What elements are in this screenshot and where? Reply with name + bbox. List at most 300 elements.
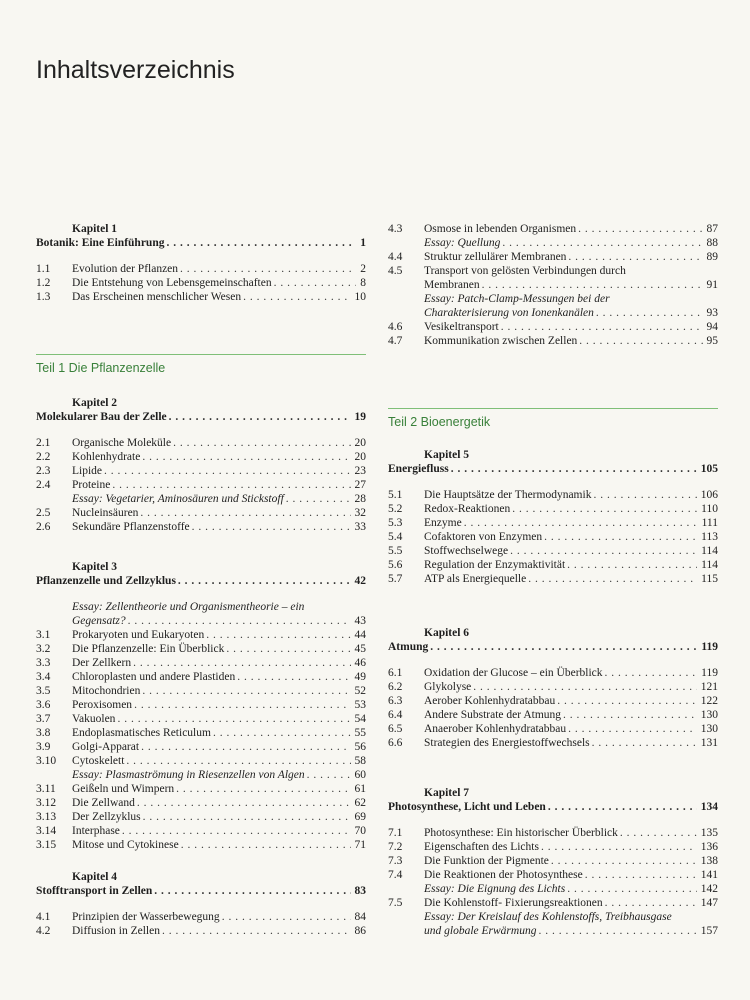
dot-leader [576,222,702,237]
entry-title: Prokaryoten und Eukaryoten [72,629,205,641]
dot-leader [160,924,351,939]
entry-page: 19 [354,411,366,423]
entry-page: 106 [700,489,718,501]
entry-page: 141 [700,869,718,881]
dot-leader [120,824,351,839]
entry-title: Kohlenhydrate [72,451,141,463]
entry-page: 115 [701,573,718,585]
entry-number: 7.2 [388,841,403,853]
entry-page: 130 [700,723,718,735]
dot-leader [140,684,350,699]
entry-title: Cytoskelett [72,755,125,767]
entry-page: 136 [700,841,718,853]
entry-page: 91 [706,279,718,291]
entry-number: 5.5 [388,545,403,557]
entry-number: 3.7 [36,713,51,725]
toc-entry [36,450,366,465]
entry-title: Regulation der Enzymaktivität [424,559,566,571]
entry-title: Stofftransport in Zellen [36,885,153,897]
toc-entry [36,754,366,769]
entry-page: 8 [360,277,366,289]
dot-leader [471,680,696,695]
entry-page: 20 [354,451,366,463]
dot-leader [561,708,697,723]
toc-entry [36,726,366,741]
entry-number: 3.11 [36,783,56,795]
toc-entry [388,278,718,293]
entry-page: 88 [706,237,718,249]
entry-title: Lipide [72,465,103,477]
toc-entry [388,694,718,709]
chapter-label [388,626,718,641]
dot-leader [618,826,697,841]
entry-page: 43 [354,615,366,627]
page-title: Inhaltsverzeichnis [36,56,235,84]
toc-entry [388,222,718,237]
entry-number: 6.1 [388,667,403,679]
entry-title: Das Erscheinen menschlicher Wesen [72,291,242,303]
chapter-title [388,462,718,477]
entry-title: Membranen [424,279,480,291]
entry-title: Vesikeltransport [424,321,499,333]
entry-title: Essay: Zellentheorie und Organismentheorie – ein [72,601,305,613]
toc-entry [36,642,366,657]
entry-number: 1.2 [36,277,51,289]
chapter-label [36,560,366,575]
entry-page: 10 [354,291,366,303]
entry-number: 3.15 [36,839,57,851]
entry-number: 1.3 [36,291,51,303]
entry-number: 6.5 [388,723,403,735]
entry-title: Stoffwechselwege [424,545,509,557]
entry-title: Essay: Plasmaströmung in Riesenzellen von Algen [72,769,305,781]
entry-page: 49 [354,671,366,683]
entry-page: 84 [354,911,366,923]
entry-page: 44 [354,629,366,641]
toc-entry [36,684,366,699]
entry-number: 2.5 [36,507,51,519]
dot-leader [594,306,703,321]
entry-title: Gegensatz? [72,615,126,627]
entry-page: 71 [354,839,366,851]
entry-number: 7.5 [388,897,403,909]
entry-title: Kapitel 2 [72,397,118,409]
dot-leader [179,838,351,853]
entry-title: Mitose und Cytokinese [72,839,179,851]
chapter-label [36,222,366,237]
entry-title: Botanik: Eine Einführung [36,237,165,249]
toc-entry [388,334,718,349]
dot-leader [176,574,351,589]
entry-page: 70 [354,825,366,837]
chapter-title [36,236,366,251]
toc-entry [36,436,366,451]
dot-leader [140,450,350,465]
part-heading: Teil 1 Die Pflanzenzelle [36,354,366,375]
entry-title: Essay: Quellung [424,237,501,249]
entry-number: 5.1 [388,489,403,501]
entry-number: 3.12 [36,797,57,809]
entry-title: und globale Erwärmung [424,925,537,937]
dot-leader [583,868,697,883]
dot-leader [542,530,697,545]
toc-entry [388,572,718,587]
dot-leader [591,488,696,503]
entry-number: 3.8 [36,727,51,739]
essay-line [388,910,718,925]
entry-page: 142 [700,883,718,895]
essay-line [36,614,366,629]
entry-number: 5.6 [388,559,403,571]
entry-title: Interphase [72,825,120,837]
toc-entry [36,520,366,535]
entry-page: 147 [700,897,718,909]
toc-entry [388,854,718,869]
entry-number: 7.3 [388,855,403,867]
dot-leader [115,712,350,727]
dot-leader [549,854,697,869]
entry-page: 32 [354,507,366,519]
toc-entry [36,698,366,713]
entry-page: 1 [360,237,366,249]
entry-page: 110 [701,503,718,515]
toc-entry [36,824,366,839]
toc-entry [36,506,366,521]
entry-page: 105 [700,463,718,475]
entry-page: 86 [354,925,366,937]
toc-entry [36,740,366,755]
dot-leader [546,800,697,815]
entry-title: Der Zellkern [72,657,132,669]
dot-leader [565,558,697,573]
dot-leader [603,896,697,911]
entry-title: Die Funktion der Pigmente [424,855,549,867]
dot-leader [508,544,697,559]
entry-page: 2 [360,263,366,275]
entry-number: 3.2 [36,643,51,655]
entry-page: 114 [701,545,718,557]
entry-page: 69 [354,811,366,823]
part-heading: Teil 2 Bioenergetik [388,408,718,429]
dot-leader [164,236,356,251]
entry-title: Enzyme [424,517,462,529]
entry-number: 7.4 [388,869,403,881]
dot-leader [124,754,350,769]
entry-page: 111 [701,517,718,529]
toc-entry [36,712,366,727]
entry-page: 121 [700,681,718,693]
entry-title: Die Pflanzenzelle: Ein Überblick [72,643,225,655]
toc-entry [36,656,366,671]
chapter-label [36,396,366,411]
toc-line [388,264,718,279]
chapter-title [36,884,366,899]
entry-number: 6.2 [388,681,403,693]
entry-title: Essay: Patch-Clamp-Messungen bei der [424,293,610,305]
toc-entry [388,502,718,517]
entry-page: 119 [701,641,718,653]
dot-leader [539,840,697,855]
entry-page: 28 [354,493,366,505]
toc-entry [36,838,366,853]
entry-title: Kapitel 3 [72,561,118,573]
entry-title: Glykolyse [424,681,472,693]
dot-leader [555,694,697,709]
entry-title: Die Entstehung von Lebensgemeinschaften [72,277,272,289]
entry-number: 3.10 [36,755,57,767]
entry-title: Photosynthese, Licht und Leben [388,801,546,813]
dot-leader [603,666,698,681]
entry-title: Molekularer Bau der Zelle [36,411,167,423]
essay-line [388,292,718,307]
toc-entry [388,868,718,883]
entry-number: 5.4 [388,531,403,543]
entry-page: 87 [706,223,718,235]
entry-title: Proteine [72,479,111,491]
entry-page: 93 [706,307,718,319]
chapter-label [388,448,718,463]
toc-entry [388,722,718,737]
dot-leader [141,810,351,825]
entry-number: 4.5 [388,265,403,277]
entry-title: Redox-Reaktionen [424,503,511,515]
dot-leader [220,910,351,925]
entry-page: 134 [700,801,718,813]
entry-title: Die Zellwand [72,797,135,809]
entry-page: 135 [700,827,718,839]
entry-page: 46 [354,657,366,669]
toc-entry [36,464,366,479]
dot-leader [126,614,351,629]
dot-leader [132,698,350,713]
dot-leader [272,276,357,291]
toc-entry [36,670,366,685]
essay-line [388,924,718,939]
entry-title: Sekundäre Pflanzenstoffe [72,521,190,533]
entry-page: 55 [354,727,366,739]
toc-entry [36,628,366,643]
entry-title: Andere Substrate der Atmung [424,709,562,721]
chapter-title [36,574,366,589]
entry-number: 3.1 [36,629,51,641]
entry-title: Strategien des Energiestoffwechsels [424,737,590,749]
toc-entry [388,488,718,503]
toc-entry [388,736,718,751]
entry-page: 45 [354,643,366,655]
entry-number: 4.6 [388,321,403,333]
toc-entry [388,680,718,695]
entry-page: 83 [354,885,366,897]
dot-leader [536,924,696,939]
entry-page: 130 [700,709,718,721]
essay-line [388,306,718,321]
toc-entry [36,782,366,797]
dot-leader [577,334,702,349]
entry-title: Cofaktoren von Enzymen [424,531,543,543]
entry-number: 4.3 [388,223,403,235]
toc-entry [36,492,366,507]
entry-title: Charakterisierung von Ionenkanälen [424,307,594,319]
entry-number: 6.4 [388,709,403,721]
entry-title: Diffusion in Zellen [72,925,160,937]
toc-entry [36,796,366,811]
entry-title: Die Kohlenstoff- Fixierungsreaktionen [424,897,603,909]
toc-entry [388,840,718,855]
dot-leader [241,290,350,305]
dot-leader [499,320,703,335]
entry-title: Golgi-Apparat [72,741,140,753]
entry-number: 3.4 [36,671,51,683]
dot-leader [462,516,698,531]
entry-page: 53 [354,699,366,711]
dot-leader [167,410,351,425]
entry-number: 4.1 [36,911,51,923]
entry-title: Chloroplasten und andere Plastiden [72,671,236,683]
chapter-label [388,786,718,801]
entry-title: Osmose in lebenden Organismen [424,223,577,235]
entry-number: 7.1 [388,827,403,839]
entry-title: Struktur zellulärer Membranen [424,251,567,263]
entry-page: 95 [706,335,718,347]
entry-number: 2.2 [36,451,51,463]
entry-title: Essay: Der Kreislauf des Kohlenstoffs, Treibhausgase [424,911,672,923]
entry-title: Prinzipien der Wasserbewegung [72,911,220,923]
toc-entry [388,250,718,265]
toc-entry [36,276,366,291]
dot-leader [211,726,351,741]
entry-title: Evolution der Pflanzen [72,263,179,275]
entry-number: 5.3 [388,517,403,529]
entry-number: 3.13 [36,811,57,823]
entry-page: 42 [354,575,366,587]
entry-title: Kapitel 5 [424,449,470,461]
entry-title: Essay: Vegetarier, Aminosäuren und Stickstoff [72,493,284,505]
entry-title: Vakuolen [72,713,116,725]
entry-number: 2.3 [36,465,51,477]
dot-leader [526,572,697,587]
toc-entry [388,882,718,897]
entry-page: 58 [354,755,366,767]
toc-entry [388,516,718,531]
entry-title: Anaerober Kohlenhydratabbau [424,723,567,735]
entry-title: Kapitel 4 [72,871,118,883]
dot-leader [449,462,697,477]
entry-number: 6.6 [388,737,403,749]
entry-number: 3.9 [36,741,51,753]
entry-title: Kapitel 1 [72,223,118,235]
entry-number: 2.4 [36,479,51,491]
entry-page: 119 [701,667,718,679]
entry-number: 3.6 [36,699,51,711]
toc-entry [36,810,366,825]
entry-title: Peroxisomen [72,699,133,711]
entry-page: 61 [354,783,366,795]
entry-page: 131 [700,737,718,749]
entry-number: 4.2 [36,925,51,937]
entry-title: Aerober Kohlenhydratabbau [424,695,556,707]
entry-page: 113 [701,531,718,543]
toc-entry [388,530,718,545]
dot-leader [500,236,702,251]
dot-leader [152,884,350,899]
dot-leader [284,492,351,507]
toc-entry [388,708,718,723]
dot-leader [178,262,356,277]
entry-number: 4.7 [388,335,403,347]
entry-title: Pflanzenzelle und Zellzyklus [36,575,176,587]
entry-number: 3.3 [36,657,51,669]
entry-page: 27 [354,479,366,491]
dot-leader [510,502,697,517]
toc-entry [36,768,366,783]
entry-title: Endoplasmatisches Reticulum [72,727,211,739]
essay-line [36,600,366,615]
entry-page: 114 [701,559,718,571]
dot-leader [428,640,697,655]
entry-title: Die Hauptsätze der Thermodynamik [424,489,592,501]
dot-leader [171,436,350,451]
dot-leader [480,278,703,293]
entry-number: 5.7 [388,573,403,585]
entry-title: Essay: Die Eignung des Lichts [424,883,566,895]
dot-leader [224,642,350,657]
toc-entry [36,290,366,305]
entry-number: 2.1 [36,437,51,449]
entry-number: 1.1 [36,263,51,275]
entry-title: Oxidation der Glucose – ein Überblick [424,667,603,679]
dot-leader [135,796,351,811]
entry-title: Organische Moleküle [72,437,172,449]
entry-title: Transport von gelösten Verbindungen durch [424,265,626,277]
dot-leader [131,656,350,671]
dot-leader [590,736,697,751]
entry-page: 62 [354,797,366,809]
entry-title: Der Zellzyklus [72,811,141,823]
chapter-title [36,410,366,425]
entry-page: 56 [354,741,366,753]
toc-entry [388,236,718,251]
entry-title: Kapitel 7 [424,787,470,799]
entry-page: 23 [354,465,366,477]
entry-page: 122 [700,695,718,707]
toc-entry [36,924,366,939]
toc-entry [388,666,718,681]
entry-number: 3.5 [36,685,51,697]
entry-title: Geißeln und Wimpern [72,783,175,795]
chapter-label [36,870,366,885]
entry-page: 33 [354,521,366,533]
entry-title: ATP als Energiequelle [424,573,527,585]
entry-title: Kommunikation zwischen Zellen [424,335,578,347]
dot-leader [138,506,350,521]
dot-leader [174,782,350,797]
entry-title: Atmung [388,641,429,653]
entry-title: Kapitel 6 [424,627,470,639]
toc-entry [388,558,718,573]
entry-title: Nucleinsäuren [72,507,139,519]
dot-leader [235,670,350,685]
toc-entry [36,910,366,925]
entry-number: 6.3 [388,695,403,707]
toc-entry [36,478,366,493]
entry-number: 5.2 [388,503,403,515]
entry-page: 20 [354,437,366,449]
dot-leader [565,882,697,897]
dot-leader [110,478,350,493]
toc-entry [388,826,718,841]
toc-entry [388,544,718,559]
entry-page: 138 [700,855,718,867]
